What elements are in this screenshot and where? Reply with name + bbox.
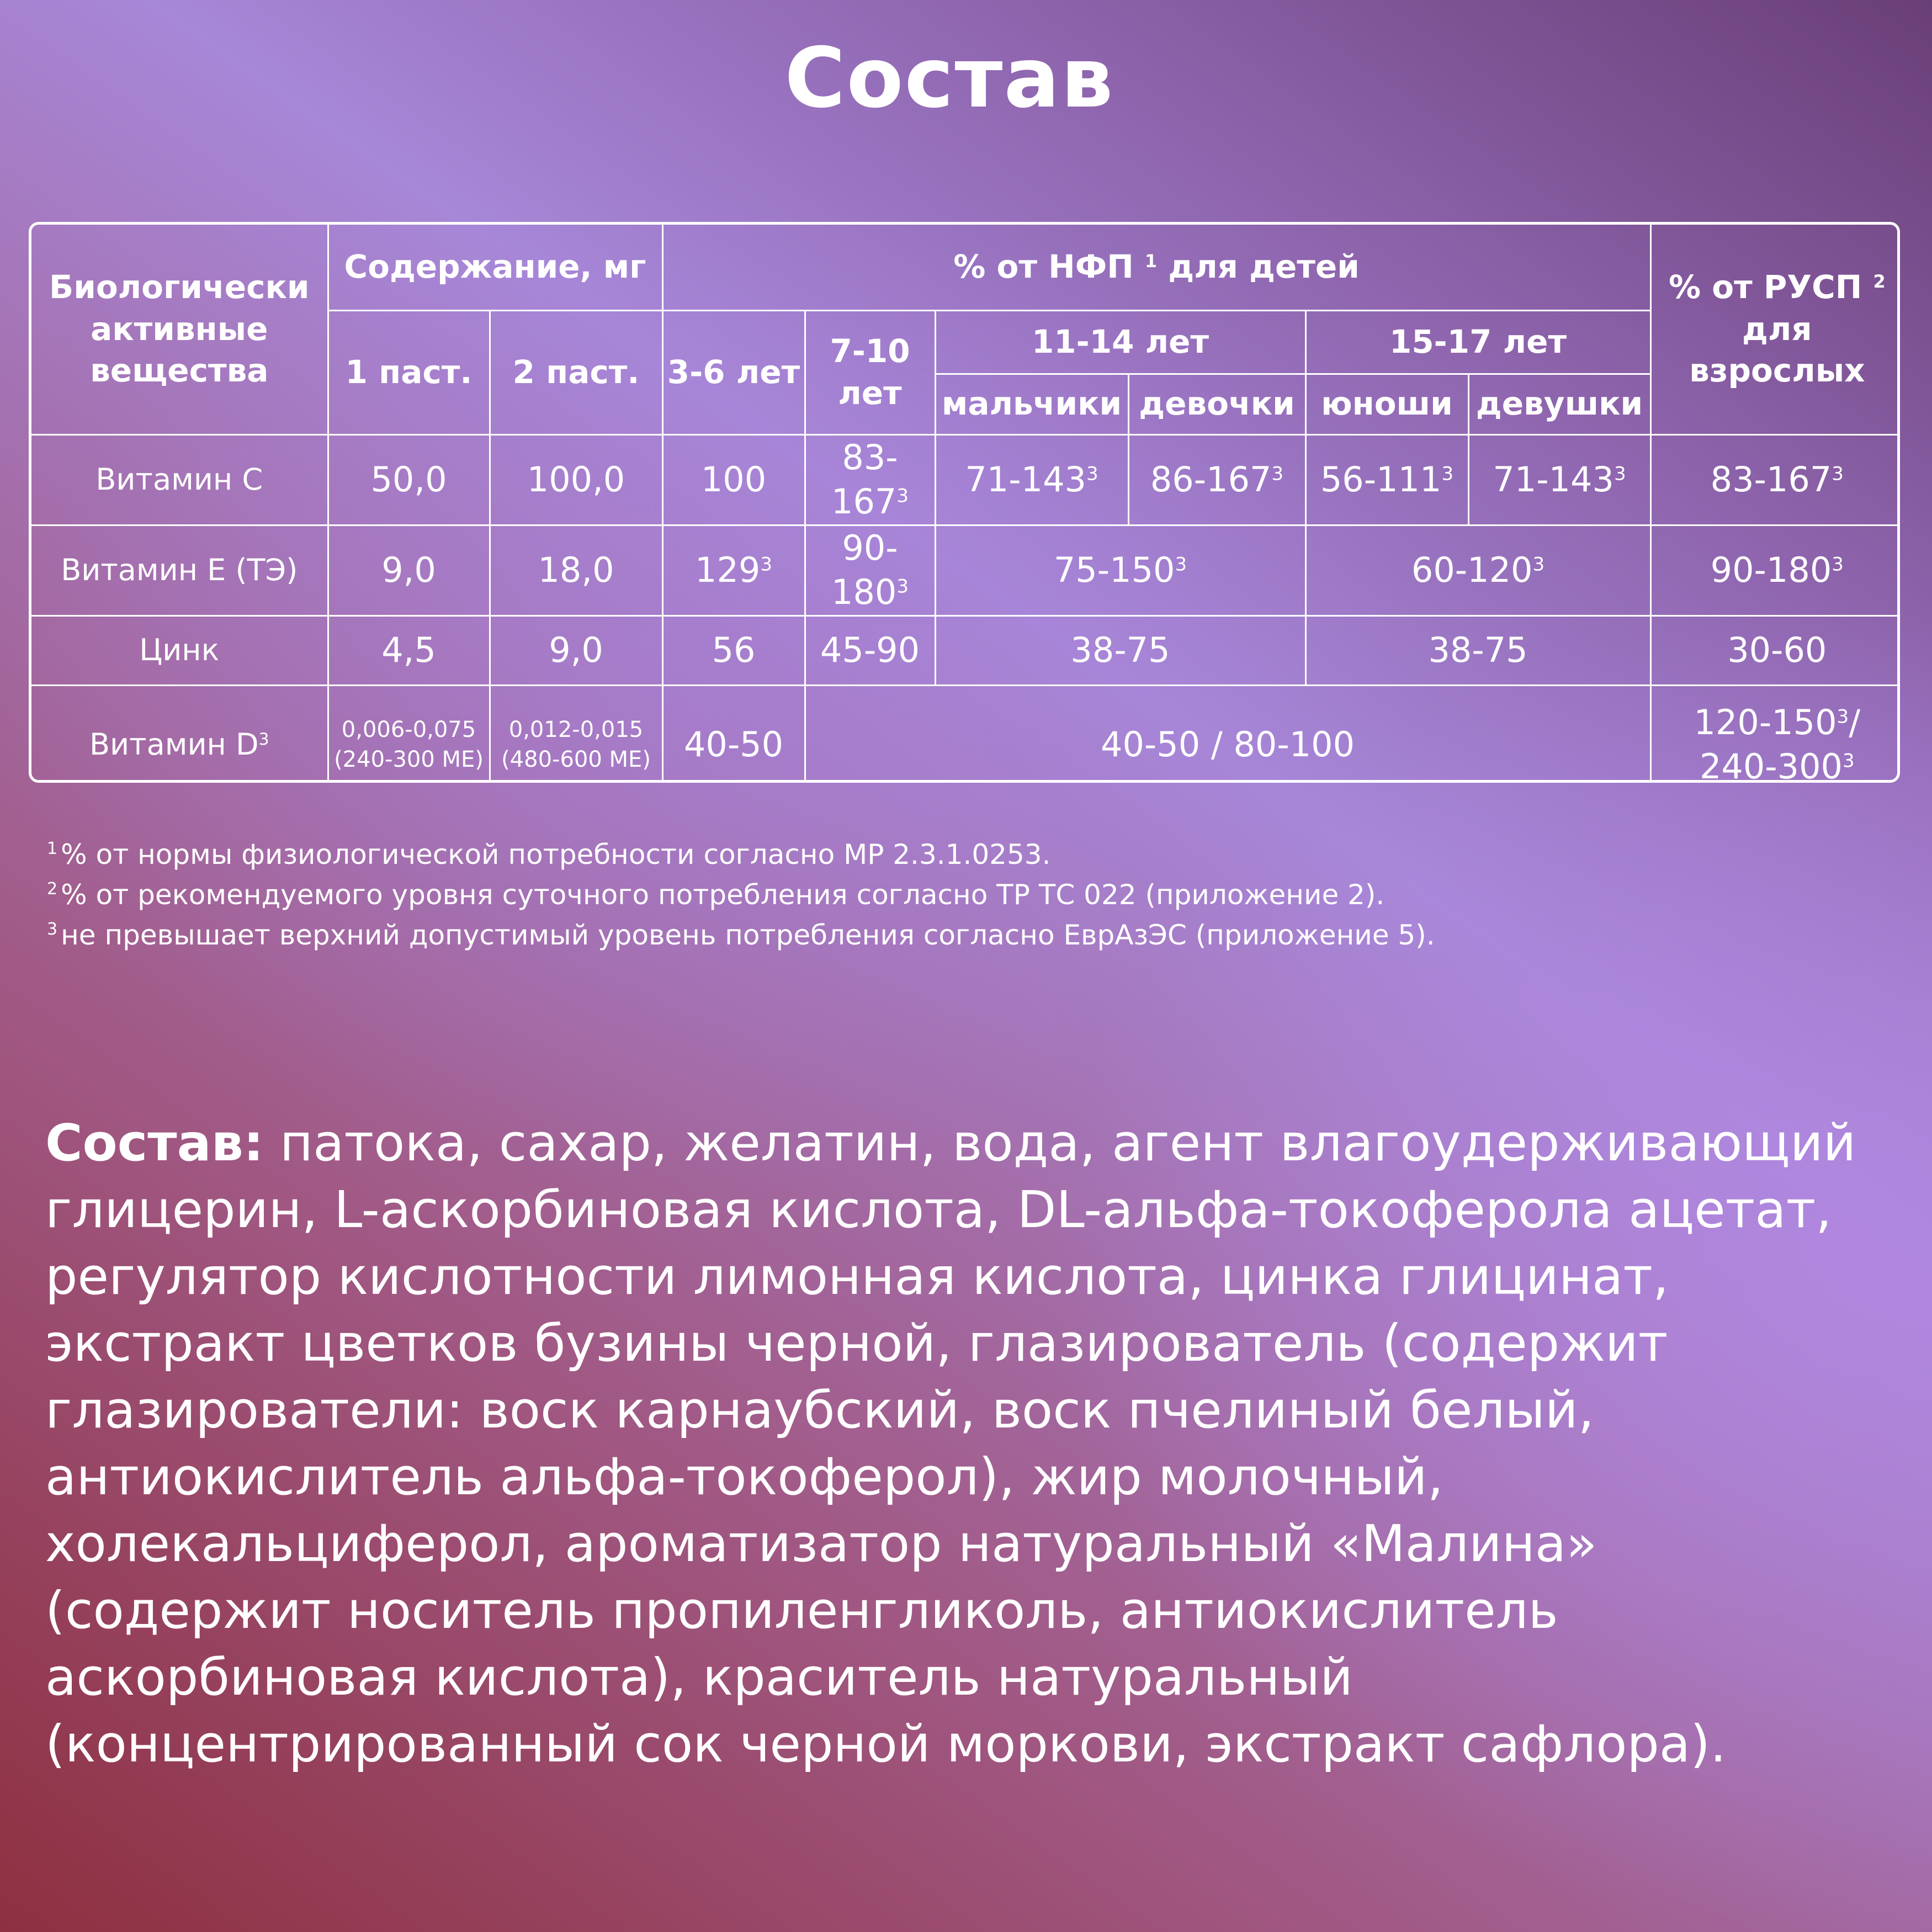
cell-age-3-6: 56 [662,615,805,685]
cell-age-7-10: $83-167^3$ [805,434,935,525]
cell-maidens-15-17: $71-143^3$ [1468,434,1650,525]
cell-adult: $90-180^3$ [1650,525,1900,615]
cell-age-3-6: 40-50 [662,685,805,783]
header-maidens: девушки [1468,374,1650,434]
cell-age-7-17: 40-50 / 80-100 [805,685,1650,783]
header-age-11-14: 11-14 лет [935,310,1305,374]
header-nfp: % от НФП $^1$ для детей [662,225,1650,310]
row-name: Витамин $D^3$ [31,685,328,783]
header-content-1: 1 паст. [328,310,490,434]
footnotes [47,835,1869,956]
row-name: Витамин Е (ТЭ) [31,525,328,615]
composition-body: патока, сахар, желатин, вода, агент влагоудерживающий глицерин, L-аскорбиновая кислота, DL-альфа-токоферола ацетат, регулятор кислотности лимонная кислота, цинка глицинат, экстракт цветков бузины черной, глазирователь (содержит глазирователи: воск карнаубский, воск пчелиный белый, антиокислитель альфа-токоферол), жир молочный, холекальциферол, ароматизатор натуральный «Малина» (содержит носитель пропиленгликоль, антиокислитель аскорбиновая кислота), краситель натуральный (концентрированный сок черной моркови, экстракт сафлора). [45,1113,1856,1774]
cell-age-3-6: 100 [662,434,805,525]
cell-age-3-6: $129^3$ [662,525,805,615]
cell-age-7-10: 45-90 [805,615,935,685]
cell-age-7-10: $90-180^3$ [805,525,935,615]
composition-table [29,222,1900,783]
header-substances: Биологически активные вещества [31,225,328,434]
footnote-2: $^2$ % от рекомендуемого уровня суточного потребления согласно ТР ТС 022 (приложение 2). [47,879,1385,911]
header-boys: мальчики [935,374,1128,434]
cell-content-2: 9,0 [490,615,662,685]
cell-boys-11-14: $71-143^3$ [935,434,1128,525]
header-content-2: 2 паст. [490,310,662,434]
header-age-15-17: 15-17 лет [1305,310,1650,374]
cell-content-1: 9,0 [328,525,490,615]
cell-content-2: 18,0 [490,525,662,615]
cell-age-15-17: $60-120^3$ [1305,525,1650,615]
cell-content-1: 0,006-0,075 (240-300 МЕ) [328,685,490,783]
footnote-1: $^1$ % от нормы физиологической потребности согласно МР 2.3.1.0253. [47,838,1051,871]
table-row [31,525,1900,615]
cell-age-15-17: 38-75 [1305,615,1650,685]
header-age-3-6: 3-6 лет [662,310,805,434]
footnote-3: $^3$ не превышает верхний допустимый уровень потребления согласно ЕврАзЭС (приложение 5). [47,919,1435,951]
composition-text [45,1110,1889,1777]
row-name: Цинк [31,615,328,685]
header-content: Содержание, мг [328,225,662,310]
header-girls: девочки [1128,374,1305,434]
table-row [31,615,1900,685]
row-name: Витамин С [31,434,328,525]
cell-age-11-14: 38-75 [935,615,1305,685]
header-age-7-10: 7-10 лет [805,310,935,434]
cell-content-2: 0,012-0,015 (480-600 МЕ) [490,685,662,783]
cell-girls-11-14: $86-167^3$ [1128,434,1305,525]
composition-label: Состав: [45,1113,264,1172]
page-title: Состав [784,30,1114,126]
cell-age-11-14: $75-150^3$ [935,525,1305,615]
header-rusp: % от РУСП $^2$ для взрослых [1650,225,1900,434]
table-row [31,685,1900,783]
cell-youths-15-17: $56-111^3$ [1305,434,1468,525]
header-youths: юноши [1305,374,1468,434]
table-row [31,434,1900,525]
cell-content-1: 4,5 [328,615,490,685]
cell-adult: 30-60 [1650,615,1900,685]
cell-adult: $83-167^3$ [1650,434,1900,525]
cell-content-2: 100,0 [490,434,662,525]
cell-adult: $120-150^3/$ $240-300^3$ [1650,685,1900,783]
cell-content-1: 50,0 [328,434,490,525]
